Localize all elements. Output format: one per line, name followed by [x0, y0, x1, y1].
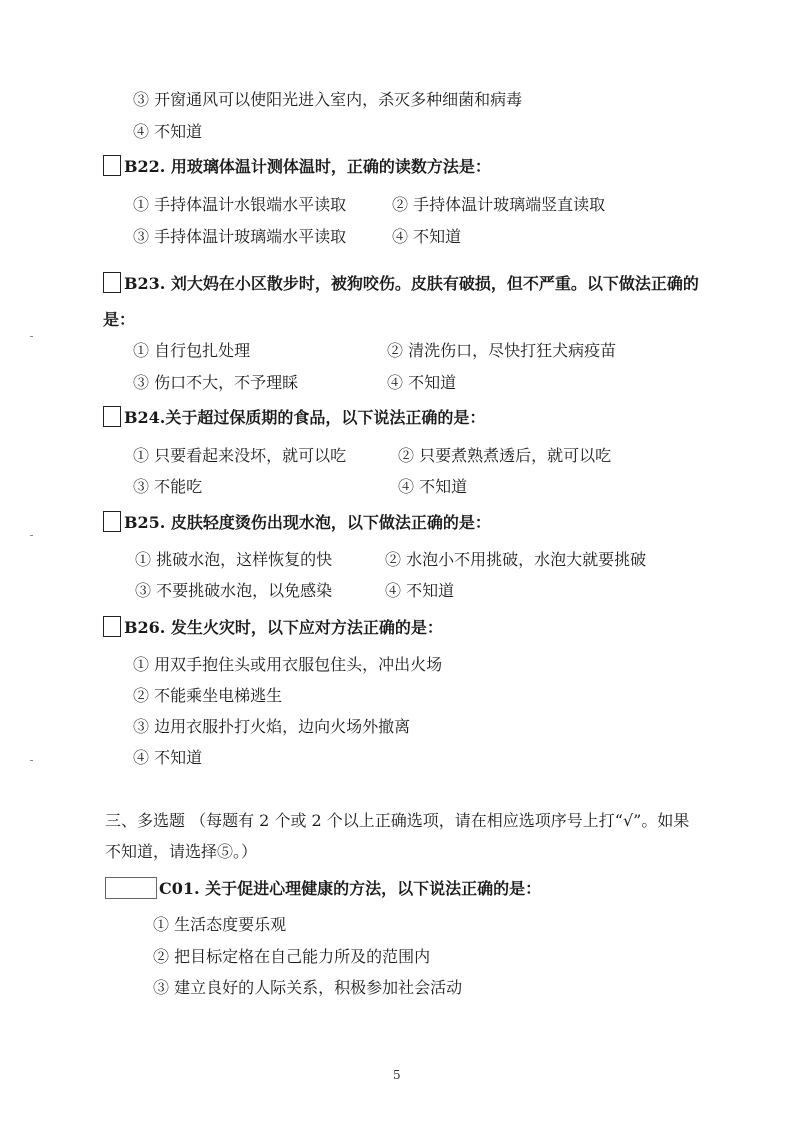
section-3-heading-line-2: 不知道，请选择⑤。）	[105, 842, 258, 861]
answer-box-b25[interactable]	[103, 511, 121, 532]
b22-option-1: ① 手持体温计水银端水平读取	[133, 195, 347, 214]
b25-option-4: ④ 不知道	[385, 581, 455, 600]
b26-option-2: ② 不能乘坐电梯逃生	[133, 686, 283, 705]
b24-option-4: ④ 不知道	[398, 477, 468, 496]
b22-option-3: ③ 手持体温计玻璃端水平读取	[133, 227, 347, 246]
question-b23-line-1: B23. 刘大妈在小区散步时，被狗咬伤。皮肤有破损，但不严重。以下做法正确的	[124, 274, 699, 293]
answer-box-b23[interactable]	[103, 272, 121, 293]
b21-option-3: ③ 开窗通风可以使阳光进入室内，杀灭多种细菌和病毒	[133, 90, 523, 109]
b24-option-1: ① 只要看起来没坏，就可以吃	[133, 446, 347, 465]
b23-option-4: ④ 不知道	[387, 373, 457, 392]
b21-option-4: ④ 不知道	[133, 122, 203, 141]
b23-option-3: ③ 伤口不大，不予理睬	[133, 373, 299, 392]
b22-option-2: ② 手持体温计玻璃端竖直读取	[392, 195, 606, 214]
section-3-heading-line-1: 三、多选题 （每题有 2 个或 2 个以上正确选项，请在相应选项序号上打“√”。如果	[105, 811, 690, 830]
b26-option-4: ④ 不知道	[133, 748, 203, 767]
question-b26: B26. 发生火灾时，以下应对方法正确的是：	[124, 618, 443, 637]
b22-option-4: ④ 不知道	[392, 227, 462, 246]
answer-box-b24[interactable]	[103, 406, 121, 427]
c01-option-1: ① 生活态度要乐观	[153, 915, 287, 934]
question-b22: B22. 用玻璃体温计测体温时，正确的读数方法是：	[124, 157, 491, 176]
answer-box-b22[interactable]	[103, 155, 121, 176]
b24-option-2: ② 只要煮熟煮透后，就可以吃	[398, 446, 612, 465]
c01-option-2: ② 把目标定格在自己能力所及的范围内	[153, 947, 431, 966]
b23-option-1: ① 自行包扎处理	[133, 341, 251, 360]
margin-mark	[30, 535, 33, 536]
page-number: 5	[393, 1068, 401, 1082]
b23-option-2: ② 清洗伤口，尽快打狂犬病疫苗	[387, 341, 617, 360]
answer-box-c01[interactable]	[105, 877, 157, 899]
c01-option-3: ③ 建立良好的人际关系，积极参加社会活动	[153, 978, 463, 997]
b25-option-2: ② 水泡小不用挑破，水泡大就要挑破	[385, 550, 647, 569]
question-c01: C01. 关于促进心理健康的方法，以下说法正确的是：	[159, 879, 542, 898]
margin-mark	[30, 760, 33, 761]
question-b25: B25. 皮肤轻度烫伤出现水泡，以下做法正确的是：	[124, 513, 491, 532]
b25-option-1: ① 挑破水泡，这样恢复的快	[135, 550, 333, 569]
margin-mark	[30, 336, 33, 337]
b26-option-3: ③ 边用衣服扑打火焰，边向火场外撤离	[133, 717, 411, 736]
b26-option-1: ① 用双手抱住头或用衣服包住头，冲出火场	[133, 655, 443, 674]
question-b24: B24.关于超过保质期的食品，以下说法正确的是：	[124, 408, 486, 427]
b25-option-3: ③ 不要挑破水泡，以免感染	[135, 581, 333, 600]
answer-box-b26[interactable]	[103, 616, 121, 637]
question-b23-line-2: 是：	[103, 310, 136, 329]
b24-option-3: ③ 不能吃	[133, 477, 203, 496]
